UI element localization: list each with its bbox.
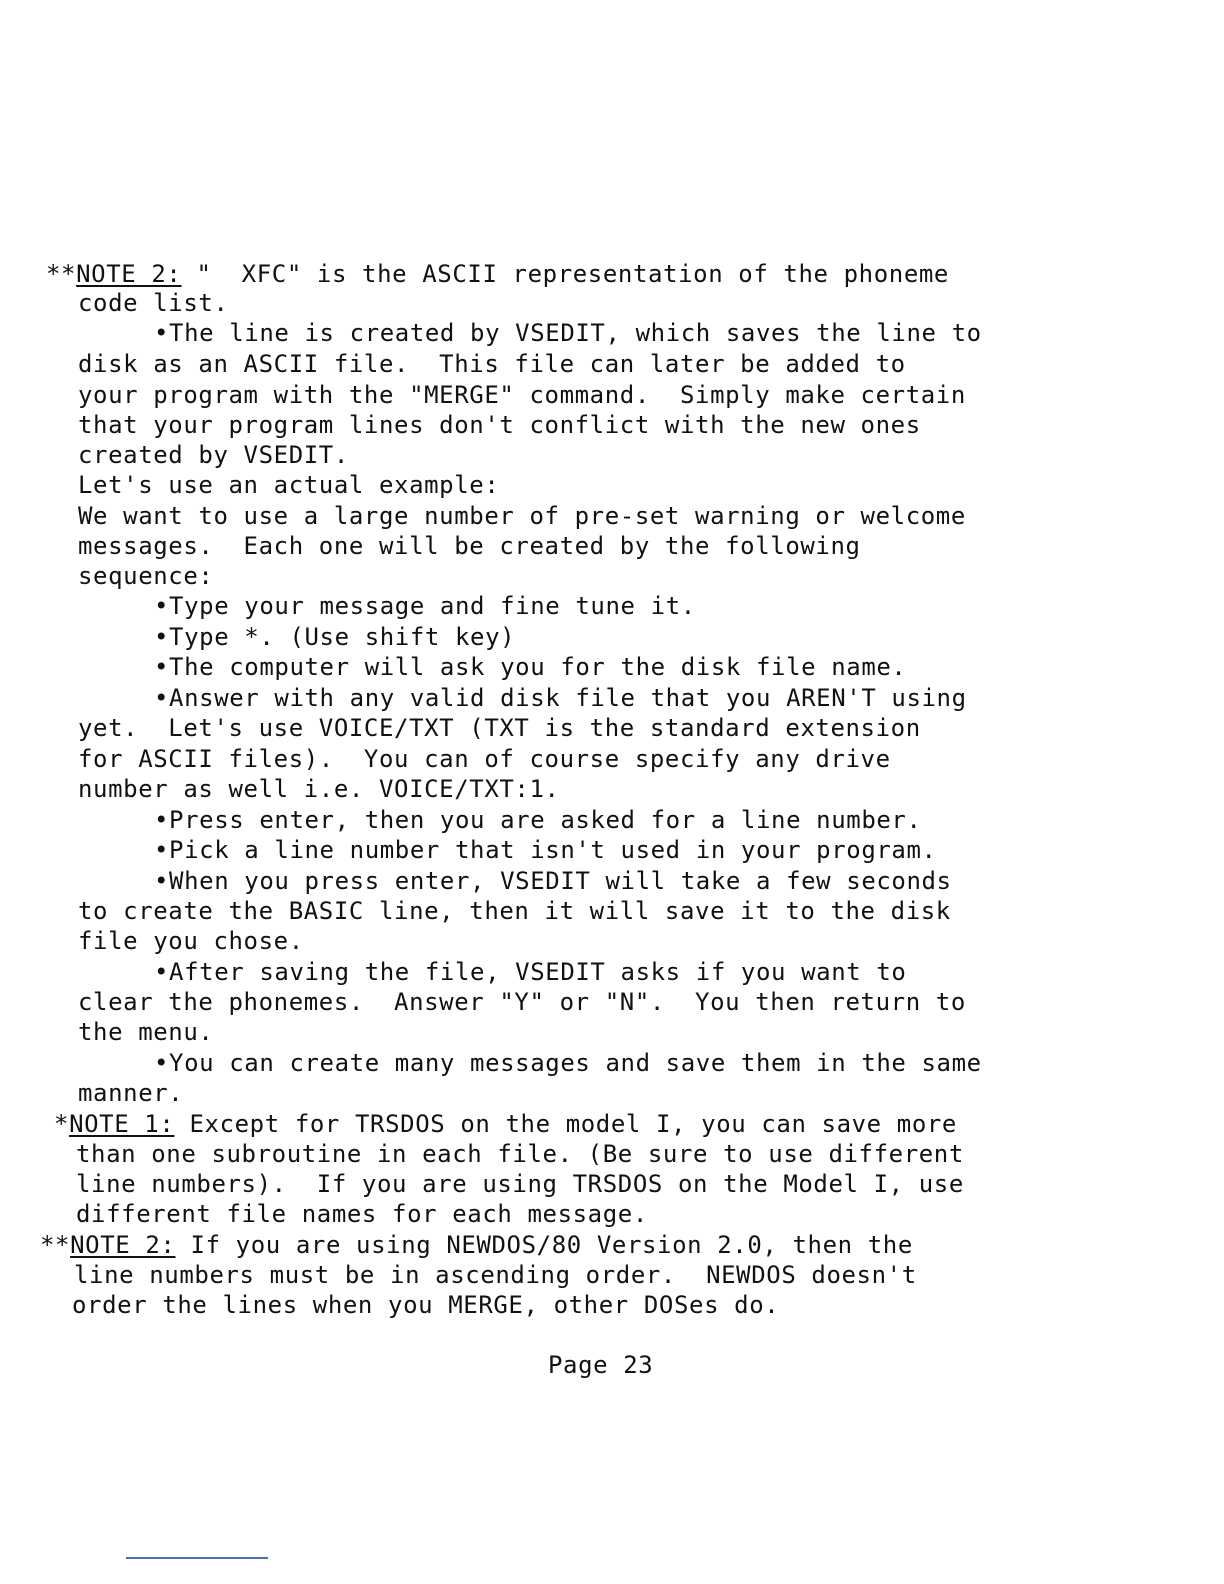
- note2-footer-line: [40, 1230, 913, 1260]
- note2-header-line: [46, 259, 949, 289]
- note1-label: NOTE 1:: [69, 1110, 175, 1138]
- step-line: for ASCII files). You can of course specify any drive: [78, 745, 891, 773]
- note1-cont: than one subroutine in each file. (Be sure to use different: [76, 1140, 964, 1168]
- para1-line: •The line is created by VSEDIT, which saves the line to: [154, 319, 982, 347]
- step-line: to create the BASIC line, then it will save it to the disk: [78, 897, 951, 925]
- para1-line: that your program lines don't conflict with the new ones: [78, 411, 921, 439]
- step-line: the menu.: [78, 1018, 214, 1046]
- note2-footer-marker: **: [40, 1231, 71, 1259]
- step-line: manner.: [78, 1079, 184, 1107]
- para2-line: messages. Each one will be created by the following: [78, 532, 861, 560]
- step-line: •You can create many messages and save them in the same: [154, 1049, 982, 1077]
- step-line: •After saving the file, VSEDIT asks if you want to: [154, 958, 907, 986]
- note2-text: " XFC" is the ASCII representation of the phoneme: [181, 260, 949, 288]
- note1-cont: line numbers). If you are using TRSDOS on the Model I, use: [76, 1170, 964, 1198]
- step-line: •The computer will ask you for the disk file name.: [154, 653, 907, 681]
- note1-line: [54, 1109, 957, 1139]
- step-line: file you chose.: [78, 927, 304, 955]
- note2-marker: **: [46, 260, 77, 288]
- step-line: number as well i.e. VOICE/TXT:1.: [78, 775, 560, 803]
- note2-footer-label: NOTE 2:: [70, 1231, 176, 1259]
- step-line: •Type your message and fine tune it.: [154, 592, 696, 620]
- note2-footer-cont: order the lines when you MERGE, other DOSes do.: [72, 1291, 780, 1319]
- para1-line: disk as an ASCII file. This file can later be added to: [78, 350, 906, 378]
- note2-label: NOTE 2:: [76, 260, 182, 288]
- step-line: yet. Let's use VOICE/TXT (TXT is the standard extension: [78, 714, 921, 742]
- para1-line: created by VSEDIT.: [78, 441, 349, 469]
- para2-line: sequence:: [78, 562, 214, 590]
- note1-cont: different file names for each message.: [76, 1200, 648, 1228]
- step-line: •Pick a line number that isn't used in your program.: [154, 836, 937, 864]
- note1-text: Except for TRSDOS on the model I, you can save more: [174, 1110, 957, 1138]
- para1-line: your program with the "MERGE" command. Simply make certain: [78, 381, 966, 409]
- para2-line: We want to use a large number of pre-set warning or welcome: [78, 502, 966, 530]
- step-line: •Answer with any valid disk file that you AREN'T using: [154, 684, 967, 712]
- step-line: •When you press enter, VSEDIT will take a few seconds: [154, 867, 952, 895]
- note2-footer-text: If you are using NEWDOS/80 Version 2.0, then the: [175, 1231, 913, 1259]
- note1-marker: *: [54, 1110, 70, 1138]
- step-line: •Press enter, then you are asked for a line number.: [154, 806, 922, 834]
- step-line: •Type *. (Use shift key): [154, 623, 516, 651]
- para2-line: Let's use an actual example:: [78, 471, 500, 499]
- scan-artifact-rule: [126, 1557, 268, 1559]
- step-line: clear the phonemes. Answer "Y" or "N". You then return to: [78, 988, 966, 1016]
- note2-cont: code list.: [78, 289, 229, 317]
- note2-footer-cont: line numbers must be in ascending order. NEWDOS doesn't: [74, 1261, 917, 1289]
- page-number: Page 23: [548, 1351, 654, 1379]
